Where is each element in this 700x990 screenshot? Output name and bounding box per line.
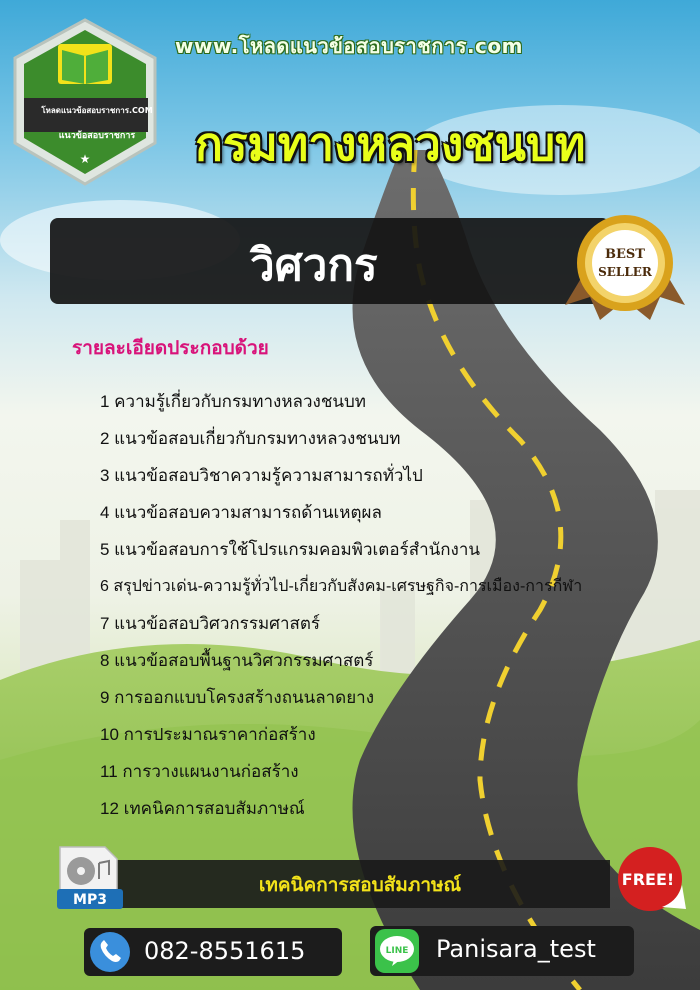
mp3-label: MP3 — [73, 892, 107, 908]
list-item: 7 แนวข้อสอบวิศวกรรมศาสตร์ — [100, 614, 321, 633]
position-banner — [50, 218, 610, 304]
list-item: 9 การออกแบบโครงสร้างถนนลาดยาง — [100, 688, 375, 707]
badge-text-best: BEST — [605, 247, 645, 262]
line-id: Panisara_test — [436, 935, 596, 963]
list-item: 6 สรุปข่าวเด่น-ความรู้ทั่วไป-เกี่ยวกับสังคม-เศรษฐกิจ-การเมือง-การกีฬา — [100, 578, 583, 595]
badge-text-seller: SELLER — [598, 265, 652, 279]
bonus-label: เทคนิคการสอบสัมภาษณ์ — [258, 874, 462, 896]
list-item: 12 เทคนิคการสอบสัมภาษณ์ — [100, 799, 305, 818]
topic-list — [100, 388, 582, 832]
line-contact[interactable] — [370, 926, 634, 976]
site-logo — [10, 18, 160, 188]
award-ribbon-icon — [560, 205, 690, 335]
list-item: 4 แนวข้อสอบความสามารถด้านเหตุผล — [100, 503, 382, 522]
phone-icon — [88, 930, 132, 974]
svg-text:★: ★ — [79, 152, 91, 166]
list-item: 1 ความรู้เกี่ยวกับกรมทางหลวงชนบท — [100, 392, 366, 411]
department-title: กรมทางหลวงชนบท — [195, 117, 586, 171]
site-url-banner: www.โหลดแนวข้อสอบราชการ.com — [175, 34, 523, 58]
list-item: 5 แนวข้อสอบการใช้โปรแกรมคอมพิวเตอร์สำนักงาน — [100, 540, 480, 559]
free-sticker — [612, 845, 688, 915]
phone-number: 082-8551615 — [144, 937, 306, 965]
list-item: 2 แนวข้อสอบเกี่ยวกับกรมทางหลวงชนบท — [100, 429, 401, 448]
mp3-file-icon — [55, 845, 130, 910]
list-item: 11 การวางแผนงานก่อสร้าง — [100, 762, 299, 781]
free-label: FREE! — [621, 870, 675, 889]
list-item: 8 แนวข้อสอบพื้นฐานวิศวกรรมศาสตร์ — [100, 651, 374, 670]
logo-text-tagline: แนวข้อสอบราชการ — [58, 131, 136, 141]
phone-contact[interactable] — [84, 928, 342, 976]
position-title: วิศวกร — [250, 240, 378, 291]
bonus-banner — [110, 860, 610, 908]
shield-icon — [10, 18, 160, 188]
best-seller-badge — [560, 205, 690, 335]
line-app-icon — [374, 928, 420, 974]
list-item: 10 การประมาณราคาก่อสร้าง — [100, 725, 316, 744]
line-app-label: LINE — [385, 946, 409, 956]
details-heading: รายละเอียดประกอบด้วย — [72, 337, 269, 359]
list-item: 3 แนวข้อสอบวิชาความรู้ความสามารถทั่วไป — [100, 466, 423, 485]
logo-text-site: โหลดแนวข้อสอบราชการ.COM — [41, 106, 153, 115]
